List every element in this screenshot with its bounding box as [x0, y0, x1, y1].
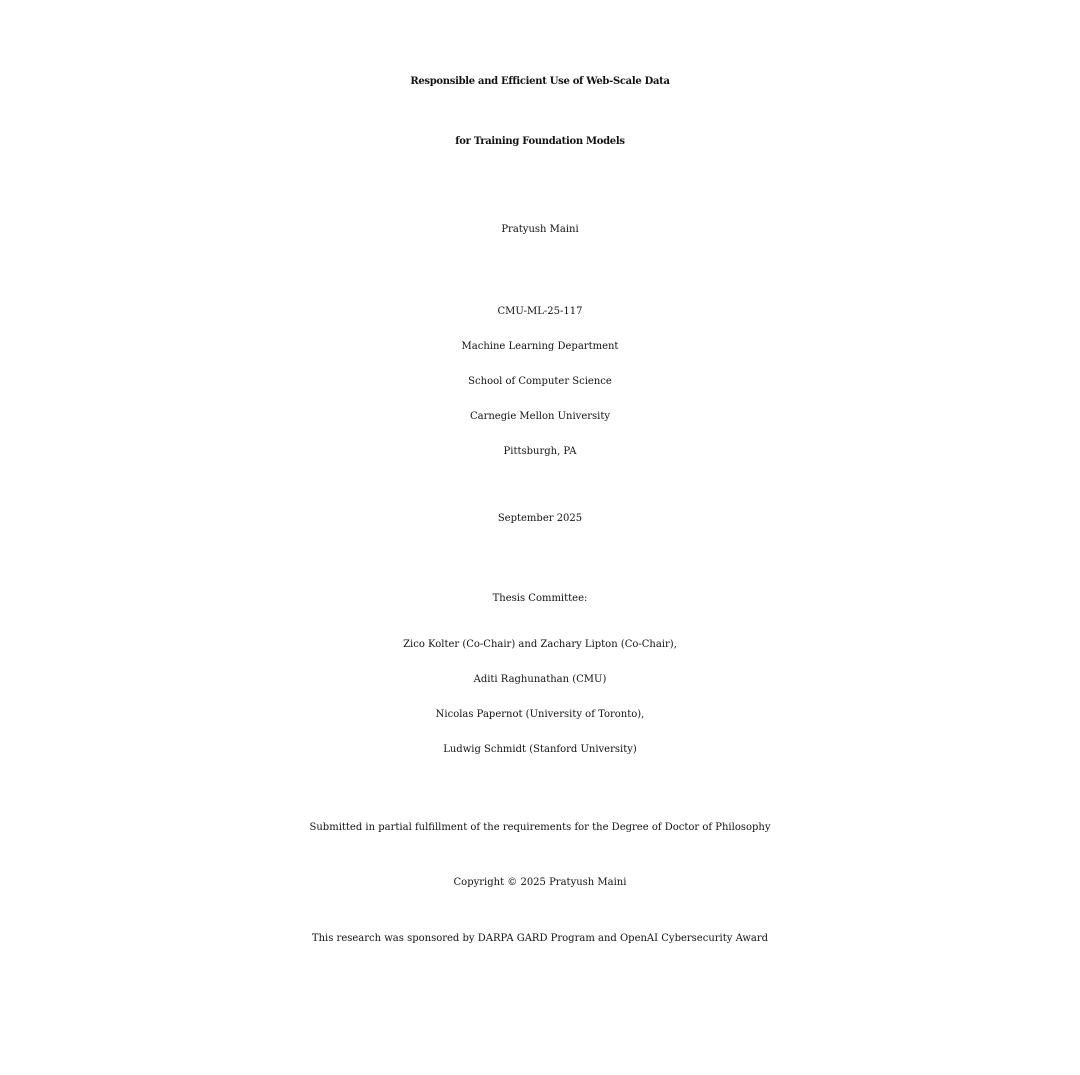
report-number: CMU-ML-25-117	[497, 306, 583, 317]
department: Machine Learning Department	[461, 341, 619, 352]
school: School of Computer Science	[468, 376, 612, 387]
university: Carnegie Mellon University	[469, 411, 611, 422]
location: Pittsburgh, PA	[503, 446, 577, 457]
submission-statement: Submitted in partial fulfillment of the requirements for the Degree of Doctor of Philosophy	[309, 822, 771, 833]
committee-heading: Thesis Committee:	[492, 593, 588, 604]
thesis-title-line-1: Responsible and Efficient Use of Web-Scale Data	[410, 76, 670, 87]
copyright-notice: Copyright © 2025 Pratyush Maini	[453, 877, 627, 888]
date: September 2025	[497, 513, 583, 524]
sponsorship-statement: This research was sponsored by DARPA GARD Program and OpenAI Cybersecurity Award	[311, 933, 769, 944]
committee-member: Ludwig Schmidt (Stanford University)	[443, 744, 637, 755]
author-name: Pratyush Maini	[501, 224, 579, 235]
committee-member: Nicolas Papernot (University of Toronto),	[435, 709, 645, 720]
thesis-title-line-2: for Training Foundation Models	[455, 136, 625, 147]
committee-member: Zico Kolter (Co-Chair) and Zachary Lipton (Co-Chair),	[403, 639, 677, 650]
committee-member: Aditi Raghunathan (CMU)	[473, 674, 607, 685]
